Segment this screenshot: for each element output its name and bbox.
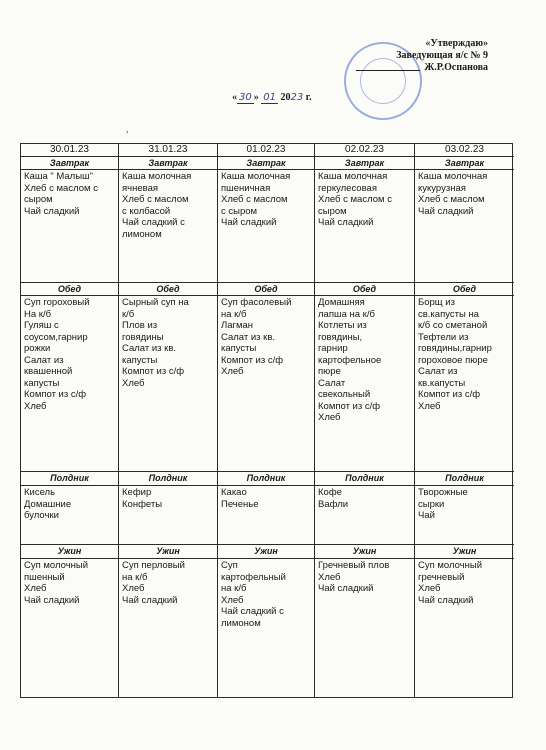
dish-item: Чай сладкий bbox=[318, 583, 374, 594]
dish-item: Хлеб bbox=[318, 571, 341, 583]
meal-dishes bbox=[119, 170, 218, 283]
approval-month: 01 bbox=[263, 92, 276, 103]
dish-item: картофельный bbox=[221, 571, 286, 583]
date-header: 30.01.23 bbox=[21, 144, 119, 157]
meal-dishes bbox=[119, 559, 218, 697]
dish-item: Творожные bbox=[418, 487, 468, 498]
dish-item: Хлеб с маслом bbox=[122, 194, 189, 205]
dish-item: Хлеб bbox=[318, 412, 341, 423]
dish-item: св.капусты на bbox=[418, 308, 479, 320]
dish-item: к/б со сметаной bbox=[418, 320, 488, 331]
dish-item: Салат bbox=[318, 377, 346, 389]
dish-item: Сырный суп на bbox=[122, 297, 189, 308]
dish-item: свекольный bbox=[318, 389, 371, 400]
dish-item: Хлеб bbox=[221, 594, 244, 606]
dish-item: Хлеб bbox=[122, 377, 145, 389]
dish-item: Хлеб с маслом с bbox=[318, 194, 392, 205]
dish-item: на к/б bbox=[221, 308, 247, 320]
date-header: 01.02.23 bbox=[218, 144, 315, 157]
dish-item: лимоном bbox=[122, 228, 162, 240]
dish-item: Чай сладкий bbox=[221, 217, 277, 228]
approval-title: «Утверждаю» bbox=[425, 38, 488, 49]
weekly-menu-table bbox=[20, 143, 513, 698]
dish-item: гороховое пюре bbox=[418, 354, 488, 366]
dish-item: квашенной bbox=[24, 366, 73, 377]
dish-item: гречневый bbox=[418, 571, 465, 583]
dish-item: Кисель bbox=[24, 487, 56, 498]
meal-header: Ужин bbox=[21, 545, 119, 559]
meal-dishes bbox=[21, 296, 119, 472]
meal-dishes bbox=[218, 486, 315, 545]
dish-item: Суп молочный bbox=[418, 560, 483, 571]
approval-year-prefix: 20 bbox=[280, 92, 291, 103]
dish-item: Чай сладкий bbox=[122, 594, 178, 606]
meal-header: Обед bbox=[415, 283, 514, 296]
dish-item: Суп фасолевый bbox=[221, 297, 292, 308]
dish-item: Компот из с/ф bbox=[318, 400, 381, 412]
meal-dishes bbox=[218, 170, 315, 283]
dish-item: говядины, bbox=[318, 331, 363, 343]
dish-item: геркулесовая bbox=[318, 182, 377, 194]
dish-item: Гуляш с bbox=[24, 320, 59, 331]
dish-item: капусты bbox=[221, 343, 257, 354]
dish-item: Хлеб bbox=[24, 400, 47, 412]
meal-header: Завтрак bbox=[315, 157, 415, 170]
approval-position: Заведующая я/с № 9 bbox=[396, 50, 488, 61]
approval-date: « 30 » 01 2023 г. bbox=[232, 92, 312, 103]
dish-item: Компот из с/ф bbox=[122, 366, 185, 377]
date-header: 03.02.23 bbox=[415, 144, 514, 157]
dish-item: Хлеб bbox=[418, 583, 441, 594]
dish-item: пшеничная bbox=[221, 182, 271, 194]
meal-dishes bbox=[415, 170, 514, 283]
meal-header: Обед bbox=[119, 283, 218, 296]
dish-item: Чай сладкий bbox=[24, 205, 80, 217]
dish-item: лапша на к/б bbox=[318, 308, 375, 320]
dish-item: Чай сладкий с bbox=[122, 217, 185, 228]
dish-item: кв.капусты bbox=[418, 377, 466, 389]
dish-item: говядины bbox=[122, 331, 164, 343]
date-header: 02.02.23 bbox=[315, 144, 415, 157]
dish-item: говядины,гарнир bbox=[418, 343, 492, 354]
dish-item: на к/б bbox=[122, 571, 148, 583]
date-header: 31.01.23 bbox=[119, 144, 218, 157]
dish-item: соусом,гарнир bbox=[24, 331, 88, 343]
dish-item: Чай bbox=[418, 510, 435, 521]
dish-item: Чай сладкий с bbox=[221, 606, 284, 617]
meal-dishes bbox=[218, 296, 315, 472]
dish-item: булочки bbox=[24, 510, 59, 521]
dish-item: Конфеты bbox=[122, 498, 163, 510]
meal-dishes bbox=[415, 486, 514, 545]
dish-item: Салат из bbox=[418, 366, 458, 377]
meal-dishes bbox=[21, 170, 119, 283]
dish-item: с колбасой bbox=[122, 205, 171, 217]
meal-dishes bbox=[119, 486, 218, 545]
meal-dishes bbox=[218, 559, 315, 697]
dish-item: Тефтели из bbox=[418, 331, 469, 343]
approval-day: 30 bbox=[239, 92, 252, 103]
dish-item: На к/б bbox=[24, 308, 52, 320]
dish-item: Котлеты из bbox=[318, 320, 367, 331]
dish-item: лимоном bbox=[221, 617, 261, 629]
dish-item: Компот из с/ф bbox=[24, 389, 87, 400]
dish-item: Суп гороховый bbox=[24, 297, 90, 308]
dish-item: Чай сладкий bbox=[24, 594, 80, 606]
meal-header: Ужин bbox=[119, 545, 218, 559]
dish-item: Плов из bbox=[122, 320, 158, 331]
dish-item: капусты bbox=[122, 354, 158, 366]
dish-item: Каша молочная bbox=[221, 171, 291, 182]
dish-item: Салат из кв. bbox=[122, 343, 177, 354]
meal-header: Завтрак bbox=[218, 157, 315, 170]
dish-item: Компот из с/ф bbox=[418, 389, 481, 400]
dish-item: рожки bbox=[24, 343, 51, 354]
dish-item: Хлеб с маслом с bbox=[24, 182, 98, 194]
meal-dishes bbox=[415, 296, 514, 472]
dish-item: на к/б bbox=[221, 583, 247, 594]
meal-header: Обед bbox=[21, 283, 119, 296]
dish-item: Суп bbox=[221, 560, 238, 571]
dish-item: капусты bbox=[24, 377, 60, 389]
approval-signer: Ж.Р.Оспанова bbox=[424, 62, 488, 73]
meal-header: Обед bbox=[218, 283, 315, 296]
meal-header: Завтрак bbox=[415, 157, 514, 170]
meal-dishes bbox=[315, 486, 415, 545]
meal-header: Полдник bbox=[119, 472, 218, 486]
meal-dishes bbox=[315, 170, 415, 283]
dish-item: Лагман bbox=[221, 320, 254, 331]
dish-item: Гречневый плов bbox=[318, 560, 390, 571]
dish-item: Суп перловый bbox=[122, 560, 185, 571]
meal-header: Завтрак bbox=[119, 157, 218, 170]
dish-item: Домашняя bbox=[318, 297, 365, 308]
meal-header: Полдник bbox=[315, 472, 415, 486]
meal-header: Полдник bbox=[21, 472, 119, 486]
pen-mark-icon: , bbox=[126, 124, 129, 135]
dish-item: кукурузная bbox=[418, 182, 466, 194]
dish-item: Салат из bbox=[24, 354, 64, 366]
meal-dishes bbox=[415, 559, 514, 697]
dish-item: сыром bbox=[318, 205, 347, 217]
dish-item: Каша " Малыш" bbox=[24, 171, 94, 182]
dish-item: Домашние bbox=[24, 498, 72, 510]
dish-item: Каша молочная bbox=[418, 171, 488, 182]
dish-item: Печенье bbox=[221, 498, 259, 510]
dish-item: пюре bbox=[318, 366, 341, 377]
meal-dishes bbox=[21, 559, 119, 697]
dish-item: Чай сладкий bbox=[418, 594, 474, 606]
meal-dishes bbox=[315, 296, 415, 472]
dish-item: к/б bbox=[122, 308, 135, 320]
dish-item: Чай сладкий bbox=[418, 205, 474, 217]
dish-item: сыром bbox=[24, 194, 53, 205]
meal-header: Ужин bbox=[415, 545, 514, 559]
dish-item: гарнир bbox=[318, 343, 348, 354]
meal-header: Ужин bbox=[218, 545, 315, 559]
meal-header: Обед bbox=[315, 283, 415, 296]
dish-item: ячневая bbox=[122, 182, 158, 194]
dish-item: Хлеб bbox=[122, 583, 145, 594]
dish-item: Компот из с/ф bbox=[221, 354, 284, 366]
approval-year-mark: г. bbox=[305, 92, 312, 103]
meal-header: Ужин bbox=[315, 545, 415, 559]
dish-item: Чай сладкий bbox=[318, 217, 374, 228]
dish-item: Салат из кв. bbox=[221, 331, 276, 343]
dish-item: картофельное bbox=[318, 354, 382, 366]
dish-item: Кофе bbox=[318, 487, 342, 498]
dish-item: Хлеб bbox=[24, 583, 47, 594]
dish-item: с сыром bbox=[221, 205, 258, 217]
dish-item: Борщ из bbox=[418, 297, 455, 308]
meal-header: Полдник bbox=[415, 472, 514, 486]
dish-item: пшенный bbox=[24, 571, 65, 583]
dish-item: Каша молочная bbox=[122, 171, 192, 182]
dish-item: Каша молочная bbox=[318, 171, 388, 182]
dish-item: Хлеб bbox=[221, 366, 244, 377]
dish-item: Суп молочный bbox=[24, 560, 89, 571]
dish-item: Кефир bbox=[122, 487, 152, 498]
dish-item: Вафли bbox=[318, 498, 349, 510]
meal-header: Полдник bbox=[218, 472, 315, 486]
dish-item: сырки bbox=[418, 498, 445, 510]
meal-dishes bbox=[119, 296, 218, 472]
dish-item: Хлеб с маслом bbox=[418, 194, 485, 205]
meal-dishes bbox=[315, 559, 415, 697]
dish-item: Хлеб с маслом bbox=[221, 194, 288, 205]
dish-item: Какао bbox=[221, 487, 247, 498]
meal-header: Завтрак bbox=[21, 157, 119, 170]
approval-block bbox=[396, 38, 488, 74]
meal-dishes bbox=[21, 486, 119, 545]
dish-item: Хлеб bbox=[418, 400, 441, 412]
approval-year-suffix: 23 bbox=[290, 92, 304, 103]
